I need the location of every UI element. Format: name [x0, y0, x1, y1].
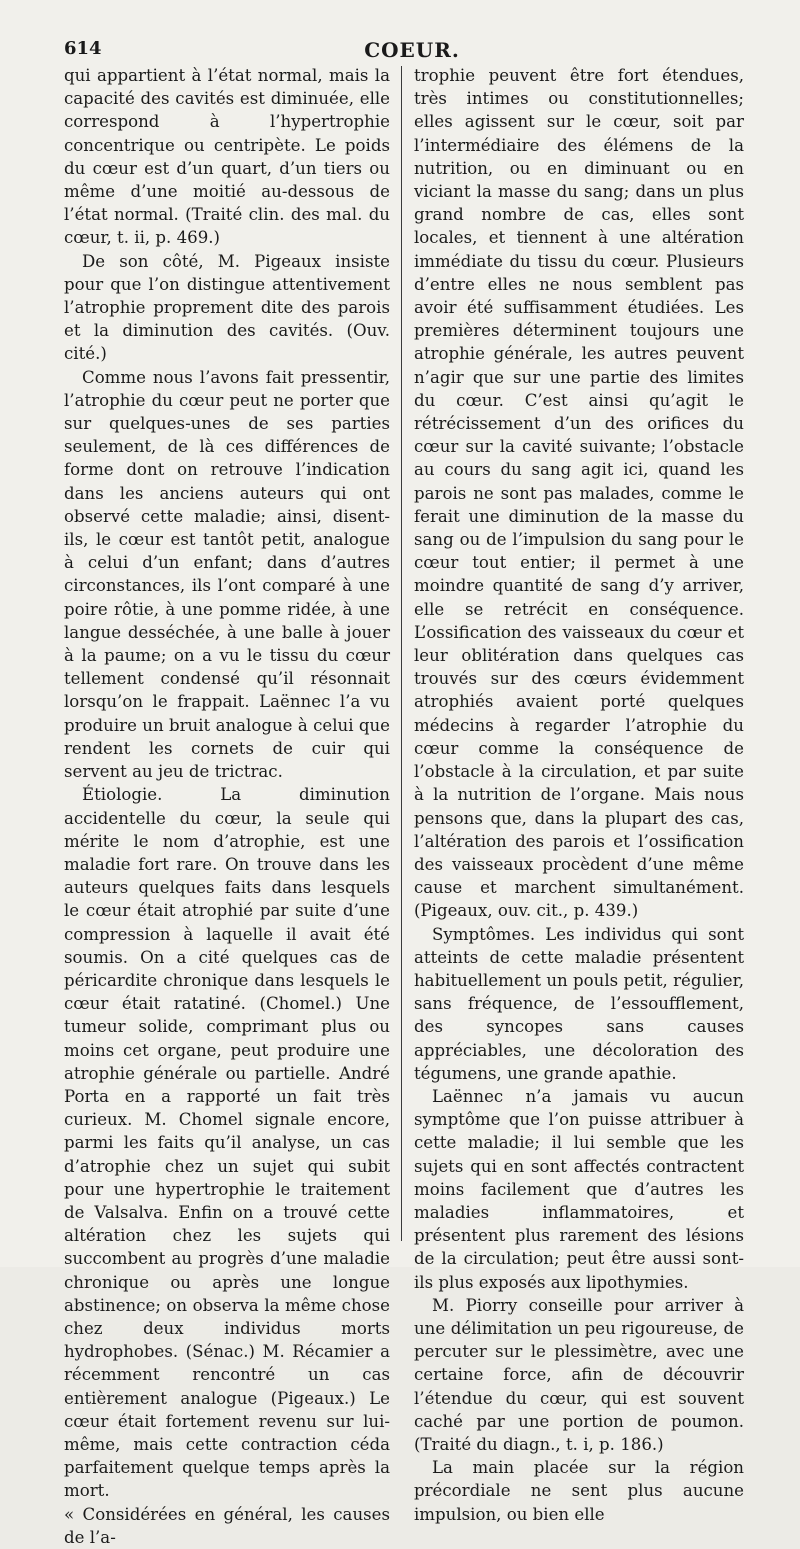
column-divider: [401, 66, 402, 1241]
paragraph: Comme nous l’avons fait pressentir, l’atrophie du cœur peut ne porter que sur quelques-unes de ses parties seulement, de là ces différences de forme dont on retrouve l’indication dans les anciens auteurs qui ont observé cette maladie; ainsi, disent-ils, le cœur est tantôt petit, analogue à celui d’un enfant; dans d’autres circonstances, ils l’ont comparé à une poire rôtie, à une pomme ridée, à une langue desséchée, à une balle à jouer à la paume; on a vu le tissu du cœur tellement condensé qu’il résonnait lorsqu’on le frappait. Laënnec l’a vu produire un bruit analogue à celui que rendent les cornets de cuir qui servent au jeu de trictrac.: [64, 367, 390, 782]
left-column: [64, 64, 390, 1547]
paragraph: La main placée sur la région précordiale ne sent plus aucune impulsion, ou bien elle: [414, 1458, 744, 1524]
paragraph: qui appartient à l’état normal, mais la capacité des cavités est diminuée, elle correspond à l’hypertrophie concentrique ou centripète. Le poids du cœur est d’un quart, d’un tiers ou même d’une moitié au-dessous de l’état normal. (Traité clin. des mal. du cœur, t. ii, p. 469.): [64, 66, 390, 248]
page-number: 614: [64, 38, 102, 59]
paragraph: M. Piorry conseille pour arriver à une délimitation un peu rigoureuse, de percuter sur le plessimètre, avec une certaine force, afin de découvrir l’étendue du cœur, qui est souvent caché par une portion de poumon. (Traité du diagn., t. i, p. 186.): [414, 1295, 744, 1454]
page-header: [64, 30, 760, 64]
paragraph: trophie peuvent être fort étendues, très intimes ou constitutionnelles; elles agissent sur le cœur, soit par l’intermédiaire des élémens de la nutrition, ou en diminuant ou en viciant la masse du sang; dans un plus grand nombre de cas, elles sont locales, et tiennent à une altération immédiate du tissu du cœur. Plusieurs d’entre elles ne nous semblent pas avoir été suffisamment étudiées. Les premières déterminent toujours une atrophie générale, les autres peuvent n’agir que sur une partie des limites du cœur. C’est ainsi qu’agit le rétrécissement d’un des orifices du cœur sur la cavité suivante; l’obstacle au cours du sang agit ici, quand les parois ne sont pas malades, comme le ferait une diminution de la masse du sang ou de l’impulsion du sang pour le cœur tout entier; il permet à une moindre quantité de sang d’y arriver, elle se retrécit en conséquence. L’ossification des vaisseaux du cœur et leur oblitération dans quelques cas trouvés sur des cœurs évidemment atrophiés avaient porté quelques médecins à regarder l’atrophie du cœur comme la conséquence de l’obstacle à la circulation, et par suite à la nutrition de l’organe. Mais nous pensons que, dans la plupart des cas, l’altération des parois et l’ossification des vaisseaux procèdent d’une même cause et marchent simultanément. (Pigeaux, ouv. cit., p. 439.): [414, 66, 744, 921]
paragraph: Étiologie. La diminution accidentelle du cœur, la seule qui mérite le nom d’atrophie, est une maladie fort rare. On trouve dans les auteurs quelques faits dans lesquels le cœur était atrophié par suite d’une compression à laquelle il avait été soumis. On a cité quelques cas de péricardite chronique dans lesquels le cœur était ratatiné. (Chomel.) Une tumeur solide, comprimant plus ou moins cet organe, peut produire une atrophie générale ou partielle. André Porta en a rapporté un fait très curieux. M. Chomel signale encore, parmi les faits qu’il analyse, un cas d’atrophie chez un sujet qui subit pour une hypertrophie le traitement de Valsalva. Enfin on a trouvé cette altération chez les sujets qui succombent au progrès d’une maladie chronique ou après une longue abstinence; on observa la même chose chez deux individus morts hydrophobes. (Sénac.) M. Récamier a récemment rencontré un cas entièrement analogue (Pigeaux.) Le cœur était fortement revenu sur lui-même, mais cette contraction céda parfaitement quelque temps après la mort.: [64, 785, 390, 1501]
running-title: COEUR.: [364, 38, 460, 62]
right-column: [414, 64, 744, 1524]
paragraph: « Considérées en général, les causes de l’a-: [64, 1504, 390, 1547]
paragraph: Laënnec n’a jamais vu aucun symptôme que l’on puisse attribuer à cette maladie; il lui semble que les sujets qui en sont affectés contractent moins facilement que d’autres les maladies inflammatoires, et présentent plus rarement des lésions de la circulation; peut être aussi sont-ils plus exposés aux lipothymies.: [414, 1086, 744, 1292]
paragraph: Symptômes. Les individus qui sont atteints de cette maladie présentent habituellement un pouls petit, régulier, sans fréquence, de l’essoufflement, des syncopes sans causes appréciables, une décoloration des tégumens, une grande apathie.: [414, 924, 744, 1083]
paragraph: De son côté, M. Pigeaux insiste pour que l’on distingue attentivement l’atrophie proprement dite des parois et la diminution des cavités. (Ouv. cité.): [64, 251, 390, 364]
